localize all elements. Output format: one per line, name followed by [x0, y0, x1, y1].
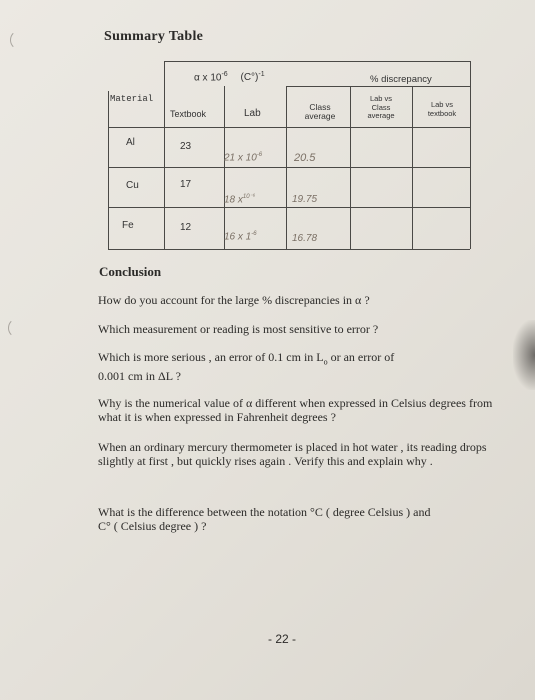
binder-hole-mark — [8, 318, 28, 338]
table-row-textbook: 17 — [180, 179, 192, 190]
table-row-class-average: 20.5 — [294, 152, 316, 164]
alpha-header: α x $10^{-6}$ $(C^\circ)^{-1}$ — [194, 71, 265, 84]
table-line — [224, 86, 225, 249]
table-line — [164, 61, 470, 62]
table-row-textbook: 23 — [180, 141, 192, 152]
question-5: When an ordinary mercury thermometer is placed in hot water , its reading drops slightly at first , but quickly rises again . Verify this and explain why . — [98, 440, 487, 468]
material-header: Material — [110, 94, 154, 104]
table-row-material: Al — [126, 137, 135, 148]
table-line — [108, 91, 109, 249]
question-4: Why is the numerical value of α different when expressed in Celsius degrees from what it is when expressed in Fahrenheit degrees ? — [98, 396, 493, 424]
table-line — [286, 86, 470, 87]
table-line — [470, 61, 471, 249]
page-title: Summary Table — [104, 29, 204, 44]
question-3: Which is more serious , an error of 0.1 cm in $L_o$ or an error of 0.001 cm in ΔL ? — [98, 350, 395, 384]
table-line — [164, 61, 165, 249]
summary-table — [108, 61, 474, 250]
discrepancy-header: % discrepancy — [370, 74, 432, 85]
textbook-header: Textbook — [170, 109, 207, 119]
question-6: What is the difference between the notation °C ( degree Celsius ) and C° ( Celsius degree ) ? — [98, 505, 431, 533]
table-row-textbook: 12 — [180, 222, 192, 233]
page-number: - 22 - — [268, 632, 297, 646]
table-line — [350, 86, 351, 249]
table-line — [108, 249, 470, 250]
table-line — [108, 167, 470, 168]
table-row-lab: 21 x $10^{-6}$ — [224, 152, 263, 164]
lab-vs-textbook-header: Lab vs textbook — [427, 100, 457, 118]
table-row-material: Cu — [126, 180, 139, 191]
table-row-lab: 16 x $1^{-6}$ — [224, 231, 257, 243]
question-2: Which measurement or reading is most sensitive to error ? — [98, 322, 379, 336]
table-line — [108, 127, 470, 128]
binder-hole-mark — [10, 30, 30, 50]
table-row-lab: 18 $x^{10^{-6}}$ — [224, 194, 256, 206]
lab-header: Lab — [244, 108, 261, 119]
table-row-material: Fe — [122, 220, 134, 231]
table-line — [412, 86, 413, 249]
lab-vs-class-header: Lab vs Class average — [367, 94, 395, 120]
table-line — [286, 86, 287, 249]
table-line — [108, 207, 470, 208]
question-1: How do you account for the large % discrepancies in α ? — [98, 293, 370, 307]
table-row-class-average: 19.75 — [292, 194, 318, 205]
table-row-class-average: 16.78 — [292, 233, 318, 244]
class-average-header: Class average — [304, 102, 336, 121]
conclusion-heading: Conclusion — [99, 264, 162, 279]
edge-shadow — [513, 320, 535, 390]
